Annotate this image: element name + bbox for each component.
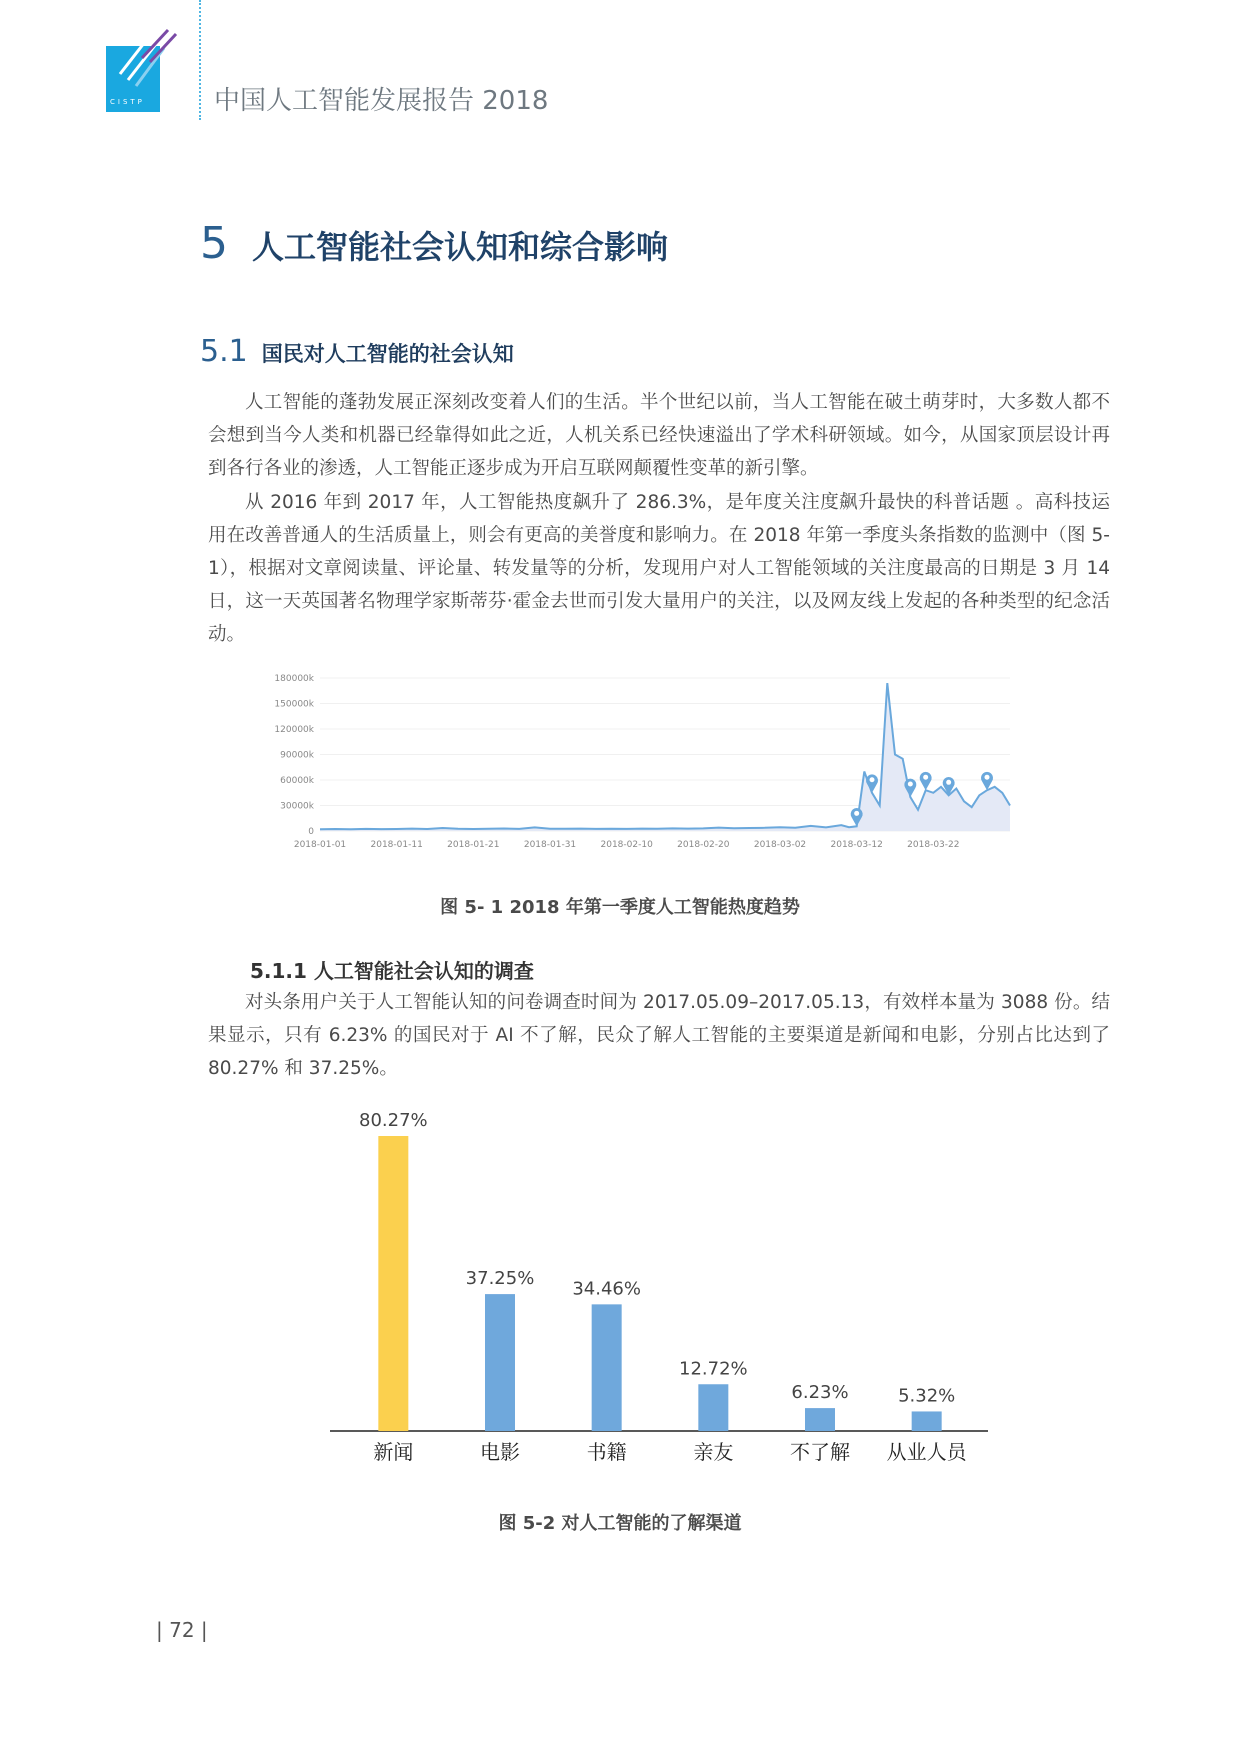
y-tick-label: 60000k (280, 776, 314, 786)
bar-value-label: 5.32% (898, 1385, 956, 1407)
header-divider (199, 0, 201, 120)
bar-value-label: 80.27% (359, 1110, 428, 1131)
x-tick-label: 2018-01-21 (447, 840, 500, 850)
figure-5-1-caption: 图 5- 1 2018 年第一季度人工智能热度趋势 (440, 897, 800, 918)
category-label: 电影 (480, 1440, 520, 1464)
x-tick-label: 2018-01-31 (523, 840, 577, 850)
x-tick-label: 2018-03-12 (830, 840, 883, 850)
chapter-number: 5 (200, 218, 228, 269)
y-tick-label: 180000k (274, 674, 314, 684)
page-number (156, 1618, 208, 1642)
marker-dot (946, 780, 951, 785)
y-tick-label: 0 (308, 827, 314, 837)
page-number-value: 72 (169, 1618, 195, 1642)
marker-dot (908, 782, 913, 787)
chapter-heading (200, 218, 668, 269)
y-tick-label: 30000k (280, 801, 314, 812)
paragraph-intro: 人工智能的蓬勃发展正深刻改变着人们的生活。半个世纪以前，当人工智能在破土萌芽时，大多数人都不会想到当今人类和机器已经靠得如此之近，人机关系已经快速溢出了学术科研领域。如今，从国家顶层设计再到各行各业的渗透，人工智能正逐步成为开启互联网颠覆性变革的新引擎。 (208, 392, 1110, 479)
marker-dot (870, 777, 875, 782)
peak-marker (920, 772, 932, 790)
section-number: 5.1 (200, 334, 248, 369)
y-tick-label: 90000k (280, 750, 314, 761)
bar-value-label: 34.46% (572, 1278, 641, 1300)
bar-value-label: 37.25% (465, 1268, 535, 1290)
heat-trend-chart (274, 668, 1020, 878)
page-number-bar-right: | (200, 1618, 208, 1642)
logo-text: CISTP (110, 98, 145, 106)
category-label: 从业人员 (886, 1440, 967, 1464)
bar-电影 (485, 1294, 515, 1431)
section-heading (200, 334, 514, 369)
chapter-title: 人工智能社会认知和综合影响 (252, 228, 669, 266)
bar-书籍 (592, 1304, 622, 1431)
paragraph-heat: 从 2016 年到 2017 年，人工智能热度飙升了 286.3%，是年度关注度飙升最快的科普话题 。高科技运用在改善普通人的生活质量上，则会有更高的美誉度和影响力。在 2018 年第一季度头条指数的监测中（图 5-1），根据对文章阅读量、评论量、转发量等的分析，发现用户对人工智能领域的关注度最高的日期是 3 月 14 日，这一天英国著名物理学家斯蒂芬·霍金去世而引发大量用户的关注，以及网友线上发起的各种类型的纪念活动。 (208, 492, 1110, 645)
report-title: 中国人工智能发展报告 2018 (214, 86, 549, 116)
category-label: 不了解 (790, 1440, 850, 1464)
x-tick-label: 2018-02-10 (600, 840, 653, 850)
bar-亲友 (698, 1384, 728, 1431)
bar-从业人员 (912, 1411, 942, 1431)
x-tick-label: 2018-01-01 (293, 840, 347, 850)
category-label: 新闻 (373, 1440, 414, 1464)
category-label: 亲友 (693, 1440, 734, 1464)
x-tick-label: 2018-03-22 (907, 840, 960, 850)
marker-dot (923, 775, 928, 780)
bar-value-label: 12.72% (679, 1358, 748, 1380)
section-title: 国民对人工智能的社会认知 (261, 342, 514, 366)
paragraph-survey: 对头条用户关于人工智能认知的问卷调查时间为 2017.05.09–2017.05.13，有效样本量为 3088 份。结果显示，只有 6.23% 的国民对于 AI 不了解，民众了解人工智能的主要渠道是新闻和电影，分别占比达到了 80.27% 和 37.25%。 (208, 992, 1110, 1079)
bar-value-label: 6.23% (791, 1382, 849, 1404)
x-tick-label: 2018-02-20 (677, 840, 730, 850)
marker-dot (854, 811, 859, 816)
marker-pin (920, 772, 932, 790)
y-tick-label: 120000k (274, 725, 314, 735)
x-tick-label: 2018-01-11 (370, 840, 423, 850)
x-tick-label: 2018-03-02 (753, 840, 807, 850)
channel-bar-chart (330, 1108, 990, 1508)
page-number-bar-left: | (156, 1618, 163, 1642)
trend-area (320, 683, 1010, 831)
category-label: 书籍 (586, 1440, 627, 1464)
figure-5-2-caption: 图 5-2 对人工智能的了解渠道 (498, 1513, 742, 1534)
bar-不了解 (805, 1408, 835, 1431)
y-tick-label: 150000k (274, 699, 314, 710)
bar-新闻 (378, 1136, 408, 1431)
marker-dot (985, 775, 990, 780)
subsection-title: 5.1.1 人工智能社会认知的调查 (250, 959, 534, 983)
